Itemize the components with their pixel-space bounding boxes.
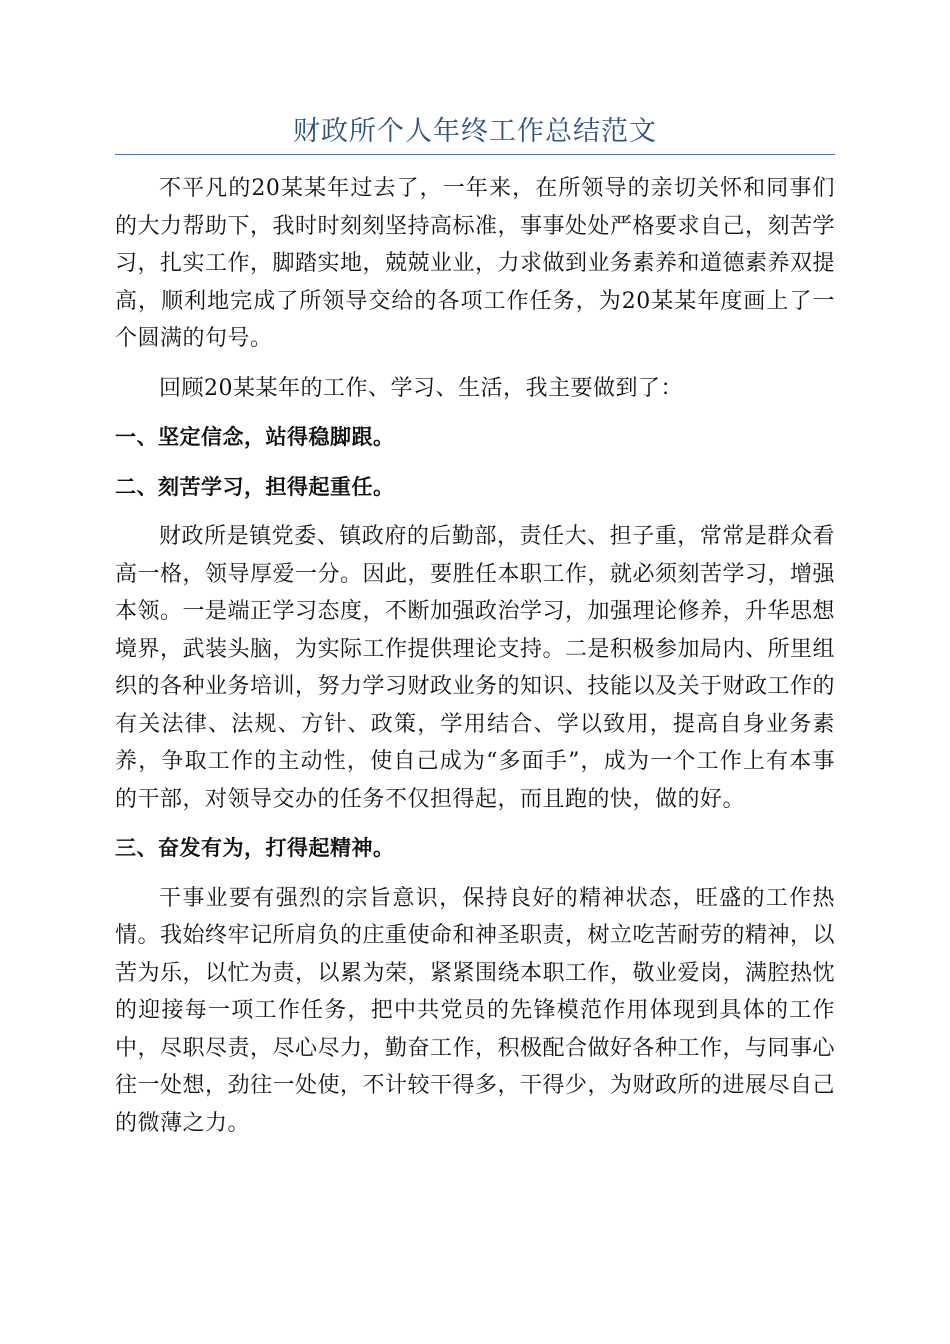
- document-body: [115, 170, 835, 1154]
- section-3-paragraph: 干事业要有强烈的宗旨意识，保持良好的精神状态，旺盛的工作热情。我始终牢记所肩负的庄重使命和神圣职责，树立吃苦耐劳的精神，以苦为乐，以忙为责，以累为荣，紧紧围绕本职工作，敬业爱岗，满腔热忱的迎接每一项工作任务，把中共党员的先锋模范作用体现到具体的工作中，尽职尽责，尽心尽力，勤奋工作，积极配合做好各种工作，与同事心往一处想，劲往一处使，不计较干得多，干得少，为财政所的进展尽自己的微薄之力。: [115, 885, 836, 1136]
- section-heading-1: 一、坚定信念，站得稳脚跟。: [115, 425, 395, 449]
- document-title: 财政所个人年终工作总结范文: [293, 116, 657, 147]
- title-underline: [115, 154, 835, 155]
- intro-paragraph: 不平凡的20某某年过去了，一年来，在所领导的亲切关怀和同事们的大力帮助下，我时时刻刻坚持高标准，事事处处严格要求自己，刻苦学习，扎实工作，脚踏实地，兢兢业业，力求做到业务素养和道德素养双提高，顺利地完成了所领导交给的各项工作任务，为20某某年度画上了一个圆满的句号。: [115, 176, 836, 351]
- section-heading-3: 三、奋发有为，打得起精神。: [115, 836, 395, 860]
- section-2-paragraph: 财政所是镇党委、镇政府的后勤部，责任大、担子重，常常是群众看高一格，领导厚爱一分。因此，要胜任本职工作，就必须刻苦学习，增强本领。一是端正学习态度，不断加强政治学习，加强理论修养，升华思想境界，武装头脑，为实际工作提供理论支持。二是积极参加局内、所里组织的各种业务培训，努力学习财政业务的知识、技能以及关于财政工作的有关法律、法规、方针、政策，学用结合、学以致用，提高自身业务素养，争取工作的主动性，使自己成为“多面手”，成为一个工作上有本事的干部，对领导交办的任务不仅担得起，而且跑的快，做的好。: [115, 524, 836, 812]
- review-paragraph: 回顾20某某年的工作、学习、生活，我主要做到了：: [159, 375, 683, 401]
- section-heading-2: 二、刻苦学习，担得起重任。: [115, 474, 395, 499]
